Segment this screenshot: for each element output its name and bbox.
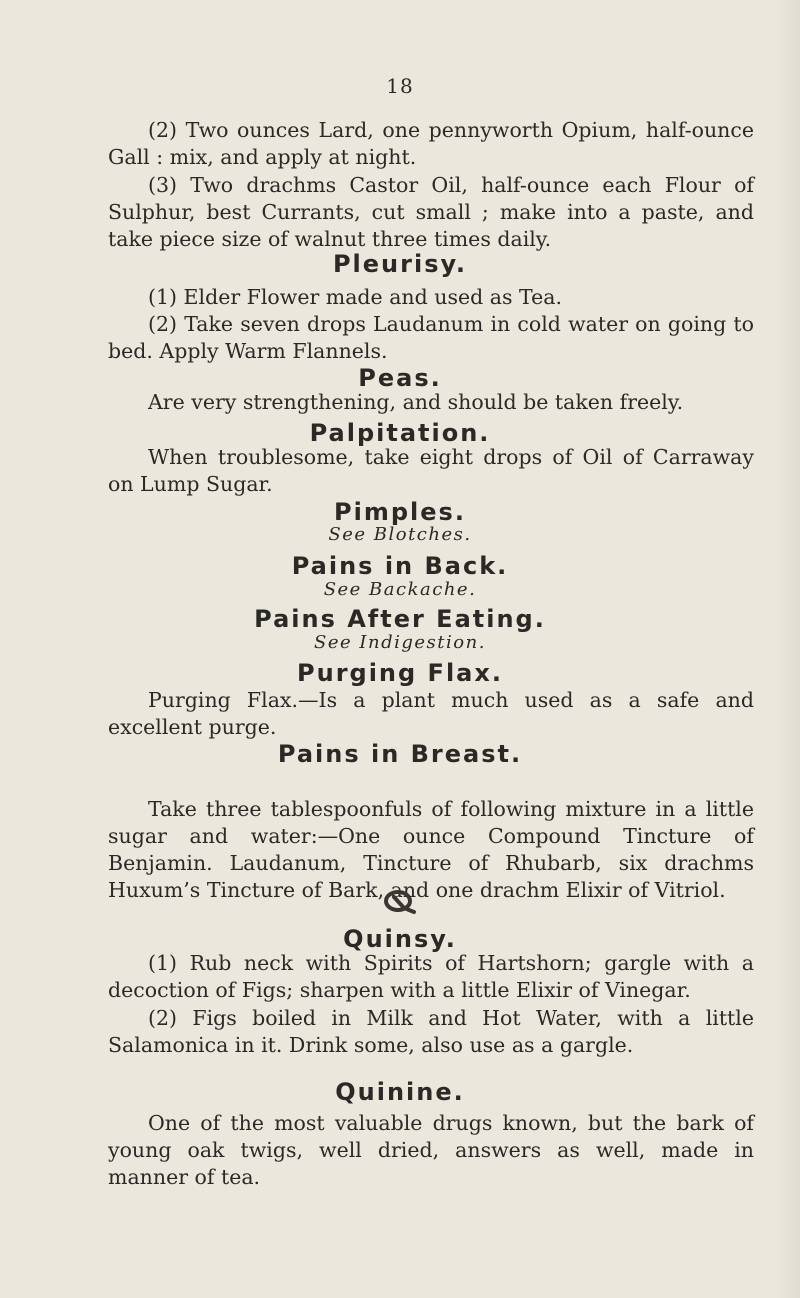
pleurisy-remedy-2: (2) Take seven drops Laudanum in cold water on going to bed. Apply Warm Flannels. [108, 312, 754, 363]
quinsy-remedy-1: (1) Rub neck with Spirits of Hartshorn; gargle with a decoction of Figs; sharpen with a little Elixir of Vinegar. [108, 951, 754, 1002]
pains-eating-see-reference: See Indigestion. [314, 632, 486, 653]
heading-pimples: Pimples. [334, 498, 466, 526]
purging-flax-text: Purging Flax.—Is a plant much used as a safe and excellent purge. [108, 688, 754, 739]
q-ornament-icon [382, 888, 418, 916]
peas-text: Are very strengthening, and should be taken freely. [148, 390, 684, 414]
heading-palpitation: Palpitation. [309, 419, 491, 447]
gall-remedy-2: (2) Two ounces Lard, one pennyworth Opium, half-ounce Gall : mix, and apply at night. [108, 118, 754, 169]
palpitation-text: When troublesome, take eight drops of Oil of Carraway on Lump Sugar. [108, 445, 754, 496]
pimples-see-reference: See Blotches. [328, 524, 472, 545]
pleurisy-remedy-1: (1) Elder Flower made and used as Tea. [148, 285, 562, 309]
heading-quinine: Quinine. [335, 1078, 465, 1106]
heading-pains-in-breast: Pains in Breast. [277, 740, 523, 768]
quinsy-remedy-2: (2) Figs boiled in Milk and Hot Water, with a little Salamonica in it. Drink some, also use as a gargle. [108, 1006, 754, 1057]
pains-breast-text: Take three tablespoonfuls of following mixture in a little sugar and water:—One ounce Compound Tincture of Benjamin. Laudanum, Tincture of Rhubarb, six drachms Huxum’s Tincture of Bark, and one drachm Elixir of Vitriol. [108, 797, 754, 902]
heading-purging-flax: Purging Flax. [297, 659, 503, 687]
heading-pains-in-back: Pains in Back. [291, 552, 509, 580]
quinine-text: One of the most valuable drugs known, but the bark of young oak twigs, well dried, answers as well, made in manner of tea. [108, 1111, 754, 1189]
heading-pleurisy: Pleurisy. [332, 250, 468, 278]
heading-quinsy: Quinsy. [343, 925, 457, 953]
pains-back-see-reference: See Backache. [323, 579, 477, 600]
gall-remedy-3: (3) Two drachms Castor Oil, half-ounce each Flour of Sulphur, best Currants, cut small ; make into a paste, and take piece size of walnut three times daily. [108, 173, 754, 251]
heading-peas: Peas. [358, 364, 442, 392]
page-number: 18 [386, 74, 414, 98]
heading-pains-after-eating: Pains After Eating. [254, 605, 546, 633]
